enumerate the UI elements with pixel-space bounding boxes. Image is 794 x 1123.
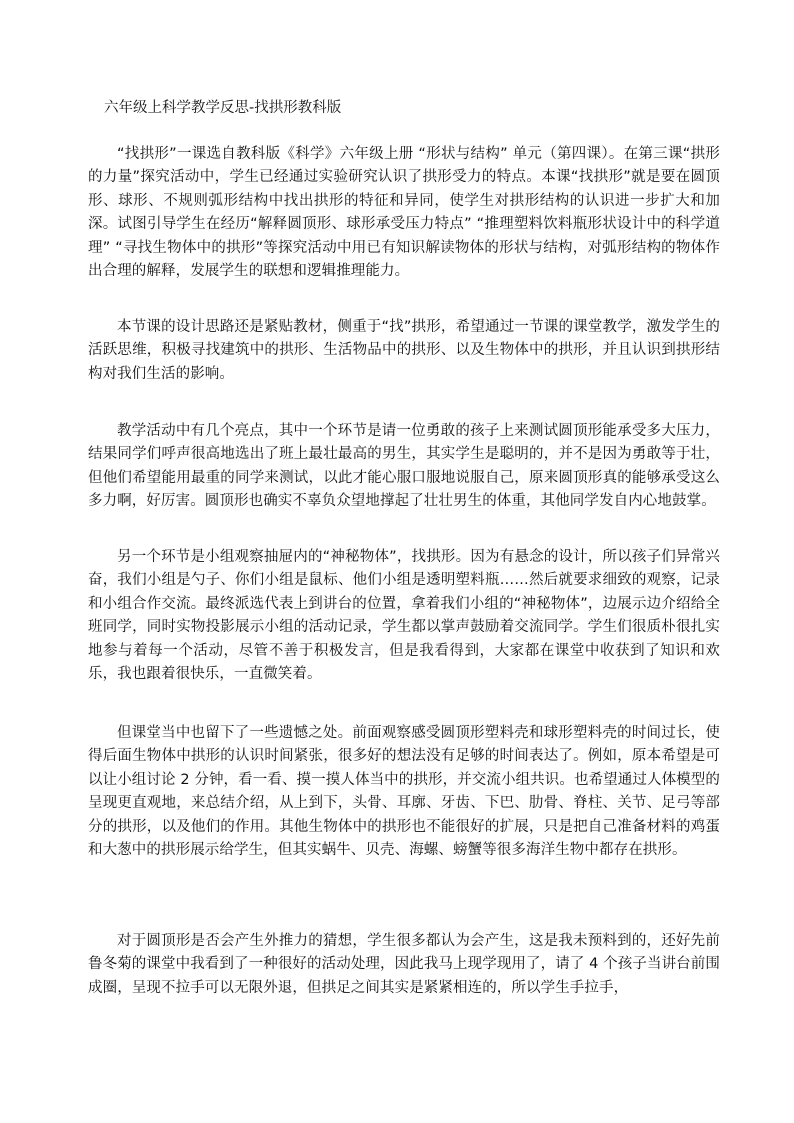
- paragraph-outward-thrust: 对于圆顶形是否会产生外推力的猜想，学生很多都认为会产生，这是我未预料到的，还好先前鲁冬菊的课堂中我看到了一种很好的活动处理，因此我马上现学现用了，请了 4 个孩子当讲台前围成圈，呈现不拉手可以无限外退，但拱足之间其实是紧紧相连的，所以学生手拉手，: [88, 933, 720, 996]
- document-title: 六年级上科学教学反思-找拱形教科版: [104, 100, 342, 116]
- paragraph-highlight-dome-test: 教学活动中有几个亮点，其中一个环节是请一位勇敢的孩子上来测试圆顶形能承受多大压力，结果同学们呼声很高地选出了班上最壮最高的男生，其实学生是聪明的，并不是因为勇敢等于壮，但他们希望能用最重的同学来测试，以此才能心服口服地说服自己，原来圆顶形真的能够承受这么多力啊，好厉害。圆顶形也确实不辜负众望地撑起了壮壮男生的体重，其他同学发自内心地鼓掌。: [88, 423, 720, 510]
- paragraph-design-idea: 本节课的设计思路还是紧贴教材，侧重于“找”拱形，希望通过一节课的课堂教学，激发学生的活跃思维，积极寻找建筑中的拱形、生活物品中的拱形、以及生物体中的拱形，并且认识到拱形结构对我们生活的影响。: [88, 319, 720, 382]
- paragraph-regrets: 但课堂当中也留下了一些遗憾之处。前面观察感受圆顶形塑料壳和球形塑料壳的时间过长，使得后面生物体中拱形的认识时间紧张，很多好的想法没有足够的时间表达了。例如，原本希望是可以让小组讨论 2 分钟，看一看、摸一摸人体当中的拱形，并交流小组共识。也希望通过人体模型的呈现更直观地，来总结介绍，从上到下，头骨、耳廓、牙齿、下巴、肋骨、脊柱、关节、足弓等部分的拱形，以及他们的作用。其他生物体中的拱形也不能很好的扩展，只是把自己准备材料的鸡蛋和大葱中的拱形展示给学生，但其实蜗牛、贝壳、海螺、螃蟹等很多海洋生物中都存在拱形。: [88, 725, 720, 859]
- paragraph-mystery-object: 另一个环节是小组观察抽屉内的“神秘物体”，找拱形。因为有悬念的设计，所以孩子们异常兴奋，我们小组是勺子、你们小组是鼠标、他们小组是透明塑料瓶……然后就要求细致的观察，记录和小组合作交流。最终派选代表上到讲台的位置，拿着我们小组的“神秘物体”，边展示边介绍给全班同学，同时实物投影展示小组的活动记录，学生都以掌声鼓励着交流同学。学生们很质朴很扎实地参与着每一个活动，尽管不善于积极发言，但是我看得到，大家都在课堂中收获到了知识和欢乐，我也跟着很快乐，一直微笑着。: [88, 549, 720, 683]
- paragraph-intro: “找拱形”一课选自教科版《科学》六年级上册 “形状与结构” 单元（第四课）。在第三课“拱形的力量”探究活动中，学生已经通过实验研究认识了拱形受力的特点。本课“找拱形”就是要在圆顶形、球形、不规则弧形结构中找出拱形的特征和异同，使学生对拱形结构的认识进一步扩大和加深。试图引导学生在经历“解释圆顶形、球形承受压力特点” “推理塑料饮料瓶形状设计中的科学道理” “寻找生物体中的拱形”等探究活动中用已有知识解读物体的形状与结构，对弧形结构的物体作出合理的解释，发展学生的联想和逻辑推理能力。: [88, 146, 720, 280]
